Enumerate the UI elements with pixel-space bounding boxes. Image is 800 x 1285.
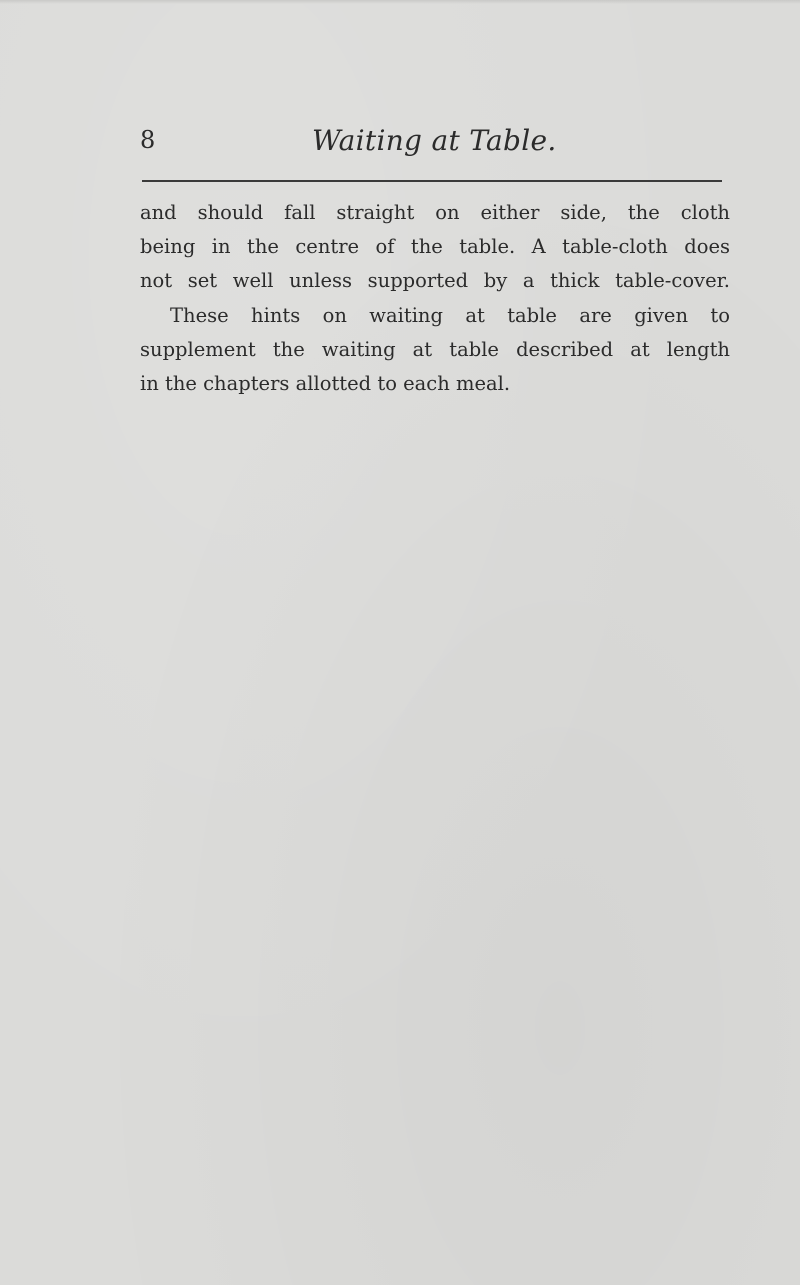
text-line: not set well unless supported by a thick table-cover. — [140, 269, 730, 293]
page-top-edge — [0, 0, 800, 4]
text-line-paragraph-start: These hints on waiting at table are given to — [170, 303, 730, 327]
body-text — [140, 196, 730, 401]
page-number: 8 — [140, 126, 156, 154]
running-title: Waiting at Table. — [312, 124, 557, 157]
text-line: supplement the waiting at table described at length — [140, 337, 730, 361]
page-header — [140, 120, 724, 170]
header-rule — [142, 180, 722, 182]
text-line: in the chapters allotted to each meal. — [140, 372, 511, 396]
text-line: and should fall straight on either side, the cloth — [140, 201, 730, 224]
text-line: being in the centre of the table. A table-cloth does — [140, 235, 730, 259]
